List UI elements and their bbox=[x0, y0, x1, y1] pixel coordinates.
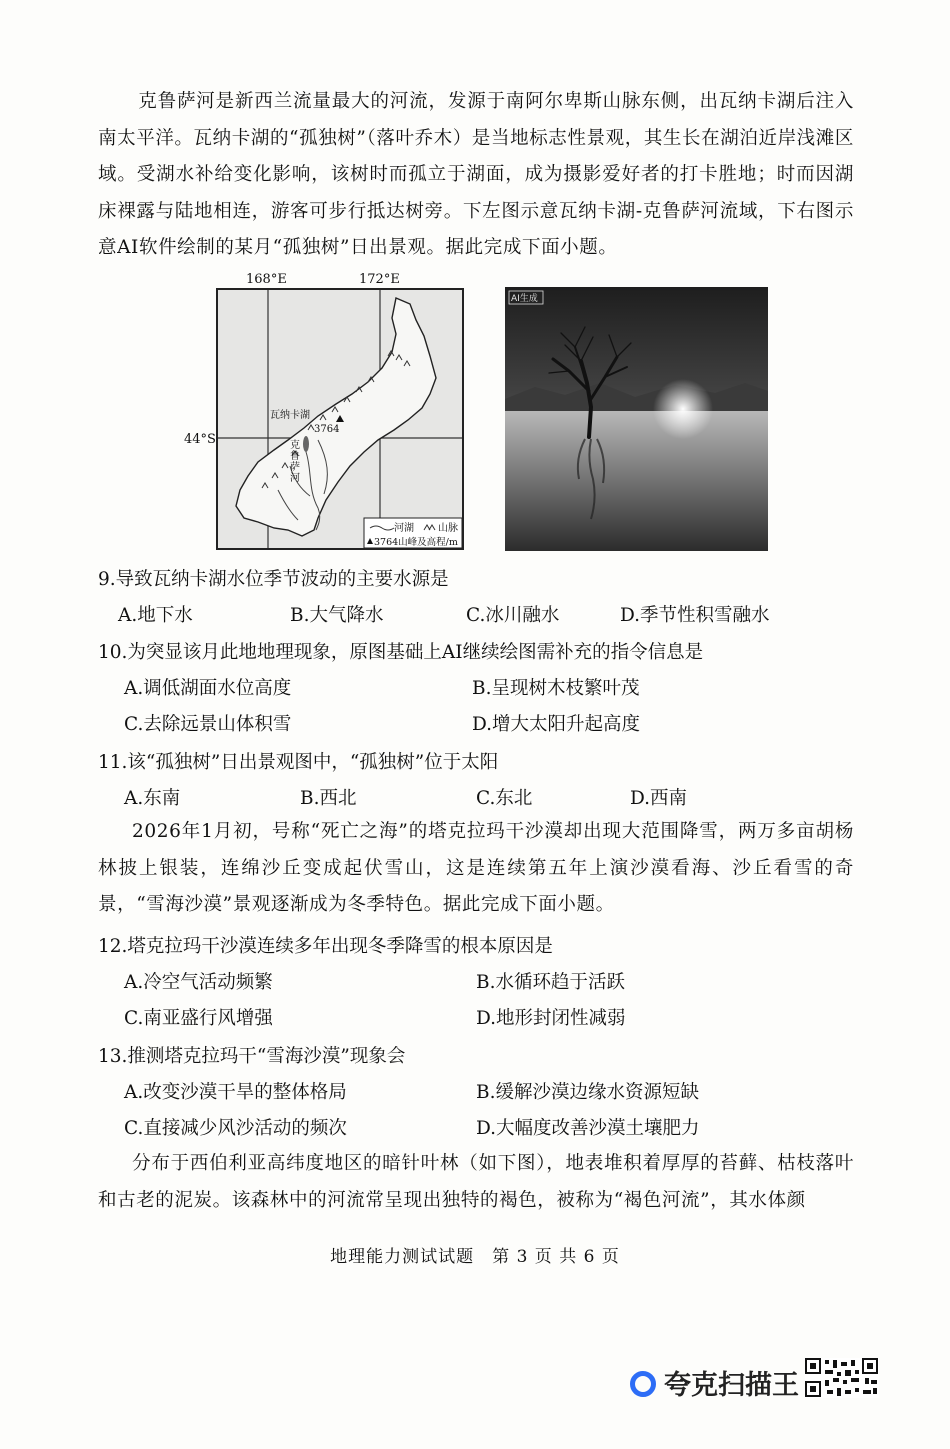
scanner-brand bbox=[630, 1363, 799, 1403]
passage-siberia-text: 分布于西伯利亚高纬度地区的暗针叶林（如下图），地表堆积着厚厚的苔藓、枯枝落叶和古老的泥炭。该森林中的河流常呈现出独特的褐色，被称为“褐色河流”，其水体颜 bbox=[98, 1153, 854, 1211]
q11-option-c: C.东北 bbox=[476, 788, 533, 809]
q10-option-c: C.去除远景山体积雪 bbox=[124, 714, 292, 735]
q9-option-b: B.大气降水 bbox=[290, 605, 384, 626]
q10-option-b: B.呈现树木枝繁叶茂 bbox=[472, 678, 640, 699]
passage-new-zealand bbox=[98, 84, 854, 267]
q9-option-c: C.冰川融水 bbox=[466, 605, 560, 626]
map-lat-44: 44°S bbox=[184, 432, 216, 447]
qr-code-icon bbox=[805, 1358, 879, 1398]
map-legend-peak: 3764山峰及高程/m bbox=[374, 537, 458, 548]
page-footer: 地理能力测试试题 第 3 页 共 6 页 bbox=[330, 1247, 620, 1267]
map-graphic bbox=[218, 290, 462, 548]
q12-option-d: D.地形封闭性减弱 bbox=[476, 1008, 626, 1029]
q10-option-d: D.增大太阳升起高度 bbox=[472, 714, 641, 735]
q12-option-b: B.水循环趋于活跃 bbox=[476, 972, 625, 993]
map-legend-mountain: 山脉 bbox=[438, 523, 458, 534]
q11-option-b: B.西北 bbox=[300, 788, 357, 809]
question-13-stem: 13.推测塔克拉玛干“雪海沙漠”现象会 bbox=[98, 1046, 406, 1067]
map-river-label: 克鲁萨河 bbox=[290, 440, 300, 484]
wanaka-clutha-map bbox=[216, 288, 464, 550]
passage-taklamakan bbox=[98, 814, 854, 924]
q11-option-d: D.西南 bbox=[630, 788, 688, 809]
ai-generated-badge: AI生成 bbox=[511, 294, 538, 304]
question-11-stem: 11.该“孤独树”日出景观图中，“孤独树”位于太阳 bbox=[98, 752, 499, 773]
question-9-stem: 9.导致瓦纳卡湖水位季节波动的主要水源是 bbox=[98, 569, 449, 590]
q13-option-d: D.大幅度改善沙漠土壤肥力 bbox=[476, 1118, 700, 1139]
q9-option-a: A.地下水 bbox=[118, 605, 193, 626]
map-lake-label: 瓦纳卡湖 bbox=[270, 410, 310, 421]
passage-new-zealand-text: 克鲁萨河是新西兰流量最大的河流，发源于南阿尔卑斯山脉东侧，出瓦纳卡湖后注入南太平洋。瓦纳卡湖的“孤独树”（落叶乔木）是当地标志性景观，其生长在湖泊近岸浅滩区域。受湖水补给变化影响，该树时而孤立于湖面，成为摄影爱好者的打卡胜地；时而因湖床裸露与陆地相连，游客可步行抵达树旁。下左图示意瓦纳卡湖-克鲁萨河流域，下右图示意AI软件绘制的某月“孤独树”日出景观。据此完成下面小题。 bbox=[98, 91, 854, 258]
q9-option-d: D.季节性积雪融水 bbox=[620, 605, 770, 626]
passage-taklamakan-text: 2026年1月初，号称“死亡之海”的塔克拉玛干沙漠却出现大范围降雪，两万多亩胡杨林披上银装，连绵沙丘变成起伏雪山，这是连续第五年上演沙漠看海、沙丘看雪的奇景，“雪海沙漠”景观逐渐成为冬季特色。据此完成下面小题。 bbox=[98, 821, 854, 915]
q13-option-b: B.缓解沙漠边缘水资源短缺 bbox=[476, 1082, 699, 1103]
map-lon-172: 172°E bbox=[359, 272, 400, 287]
q10-option-a: A.调低湖面水位高度 bbox=[124, 678, 292, 699]
q13-option-c: C.直接减少风沙活动的频次 bbox=[124, 1118, 347, 1139]
map-lon-168: 168°E bbox=[246, 272, 287, 287]
q13-option-a: A.改变沙漠干旱的整体格局 bbox=[124, 1082, 347, 1103]
map-peak-label: 3764 bbox=[314, 424, 340, 435]
scanner-logo-icon bbox=[630, 1371, 656, 1397]
q11-option-a: A.东南 bbox=[124, 788, 181, 809]
scanner-brand-text: 夸克扫描王 bbox=[664, 1370, 799, 1401]
lone-tree-graphic bbox=[505, 287, 768, 551]
question-12-stem: 12.塔克拉玛干沙漠连续多年出现冬季降雪的根本原因是 bbox=[98, 936, 553, 957]
q12-option-a: A.冷空气活动频繁 bbox=[124, 972, 273, 993]
map-legend-river: 河湖 bbox=[394, 523, 414, 534]
q12-option-c: C.南亚盛行风增强 bbox=[124, 1008, 273, 1029]
lone-tree-photo bbox=[505, 287, 768, 551]
question-10-stem: 10.为突显该月此地地理现象，原图基础上AI继续绘图需补充的指令信息是 bbox=[98, 642, 704, 663]
passage-siberia bbox=[98, 1146, 854, 1219]
